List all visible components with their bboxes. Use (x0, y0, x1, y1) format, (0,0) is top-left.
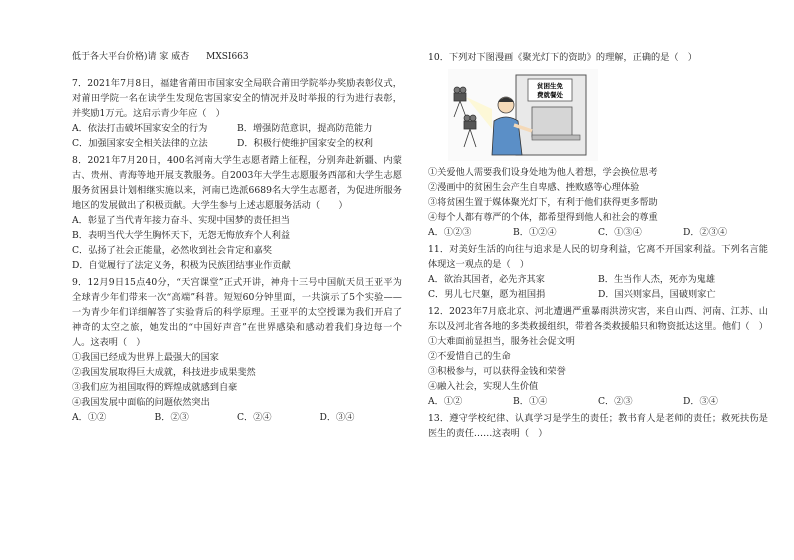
option-d[interactable]: D．②③④ (683, 227, 728, 238)
question-7-text: 7．2021年7月8日，福建省莆田市国家安全局联合莆田学院举办奖励表彰仪式，对莆田学院一名在读学生发现危害国家安全的情况并及时举报的行为进行表彰，并奖励1万元。这启示青少年应（ ） (72, 78, 402, 119)
left-column (72, 50, 402, 427)
option-a[interactable]: A．依法打击破坏国家安全的行为 (72, 123, 208, 134)
question-9-text: 9．12月9日15点40分，“天宫课堂”正式开讲，神舟十三号中国航天员王亚平为全球青少年们带来一次“高端”科普。短短60分钟里面，一共演示了5个实验—— 一为青少年们详细解答了实验背后的科学原理。王亚平的太空授课为我们开启了神奇的太空之旅，她发出的“中国好声音”在世界感染和感动着我们身边每一个人。这表明（ ） (72, 277, 402, 348)
sign-line-2: 费就餐处 (537, 91, 563, 99)
question-10-text: 10．下列对下图漫画《聚光灯下的资助》的理解，正确的是（ ） (428, 52, 697, 63)
option-a[interactable]: A．①② (72, 412, 107, 423)
question-10-options (428, 225, 768, 240)
statement-item: ①大难面前显担当，服务社会促文明 (428, 336, 575, 347)
question-11-options-row1 (428, 272, 768, 287)
question-11 (428, 242, 768, 302)
option-d[interactable]: D．③④ (319, 412, 355, 423)
option-b[interactable]: B．增强防范意识，提高防范能力 (237, 123, 373, 134)
statement-item: ②不爱惜自己的生命 (428, 351, 511, 362)
option-c[interactable]: C．男儿七尺躯，愿为祖国捐 (428, 289, 546, 300)
statement-item: ④我国发展中面临的问题依然突出 (72, 397, 210, 408)
question-13 (428, 411, 768, 441)
option-b[interactable]: B．①②④ (513, 227, 557, 238)
option-a[interactable]: A．①② (428, 396, 463, 407)
option-c[interactable]: C．②③ (598, 396, 633, 407)
question-7 (72, 76, 402, 151)
option-d[interactable]: D．自觉履行了法定义务，积极为民族团结事业作贡献 (72, 260, 291, 271)
statement-item: ③我们应为祖国取得的辉煌成就感到自豪 (72, 382, 238, 393)
option-d[interactable]: D．③④ (683, 396, 718, 407)
option-a[interactable]: A．欲治其国者，必先齐其家 (428, 274, 545, 285)
statement-item: ④每个人都有尊严的个体，都希望得到他人和社会的尊重 (428, 212, 658, 223)
option-d[interactable]: D．国兴则家昌，国破则家亡 (598, 289, 716, 300)
statement-item: ③将贫困生置于媒体聚光灯下，有利于他们获得更多帮助 (428, 197, 658, 208)
option-c[interactable]: C．①③④ (598, 227, 642, 238)
statement-item: ②我国发展取得巨大成就，科技进步成果斐然 (72, 367, 256, 378)
question-13-text: 13．遵守学校纪律、认真学习是学生的责任；教书育人是老师的责任；救死扶伤是医生的责任……这表明（ ） (428, 413, 768, 439)
question-8-text: 8．2021年7月20日，400名河南大学生志愿者踏上征程，分别奔赴新疆、内蒙古、贵州、青海等地开展支教服务。自2003年大学生志愿服务西部和大学生志愿服务贫困县计划相继实施以来，河南已选派6689名大学生志愿者，为促进所服务地区的发展做出了积极贡献。大学生参与上述志愿服务活动（ ） (72, 155, 402, 211)
sign-line-1: 贫困生免 (537, 82, 563, 90)
option-b[interactable]: B．表明当代大学生胸怀天下，无怨无悔放弃个人利益 (72, 230, 291, 241)
option-a[interactable]: A．彰显了当代青年接力奋斗、实现中国梦的责任担当 (72, 215, 290, 226)
header-text: 低于各大平台价格)请 家 威杏 (72, 52, 190, 62)
option-c[interactable]: C．加强国家安全相关法律的立法 (72, 138, 208, 149)
statement-item: ③积极参与，可以获得金钱和荣誉 (428, 366, 566, 377)
question-8 (72, 153, 402, 273)
header-code: MXSI663 (206, 52, 249, 62)
statement-item: ①我国已经成为世界上最强大的国家 (72, 352, 219, 363)
option-a[interactable]: A．①②③ (428, 227, 472, 238)
question-11-options-row2 (428, 287, 768, 302)
option-d[interactable]: D．积极行使维护国家安全的权利 (237, 138, 373, 149)
option-b[interactable]: B．②③ (154, 412, 189, 423)
question-7-options-row1 (72, 121, 402, 136)
question-10 (428, 50, 768, 240)
option-c[interactable]: C．②④ (237, 412, 272, 423)
option-b[interactable]: B．①④ (513, 396, 548, 407)
right-column (428, 50, 768, 443)
page-header (72, 50, 402, 66)
question-9 (72, 275, 402, 425)
question-12-text: 12．2023年7月底北京、河北遭遇严重暴雨洪涝灾害，来自山西、河南、江苏、山东以及河北省各地的多类救援组织，带着各类救援船只和物资抵达这里。他们（ ） (428, 306, 768, 332)
statement-item: ④融入社会，实现人生价值 (428, 381, 539, 392)
question-7-options-row2 (72, 136, 402, 151)
cartoon-drawing (448, 69, 598, 161)
statement-item: ②漫画中的贫困生会产生自卑感、挫败感等心理体验 (428, 182, 640, 193)
question-12-options (428, 394, 768, 409)
option-c[interactable]: C．弘扬了社会正能量，必然收到社会肯定和嘉奖 (72, 245, 272, 256)
question-11-text: 11．对美好生活的向往与追求是人民的切身利益，它离不开国家利益。下列名言能体现这一观点的是（ ） (428, 244, 768, 270)
option-b[interactable]: B．生当作人杰，死亦为鬼雄 (598, 274, 716, 285)
question-9-options (72, 410, 402, 425)
question-12 (428, 304, 768, 409)
statement-item: ①关爱他人需要我们设身处地为他人着想，学会换位思考 (428, 167, 658, 178)
cartoon-image (448, 69, 598, 161)
